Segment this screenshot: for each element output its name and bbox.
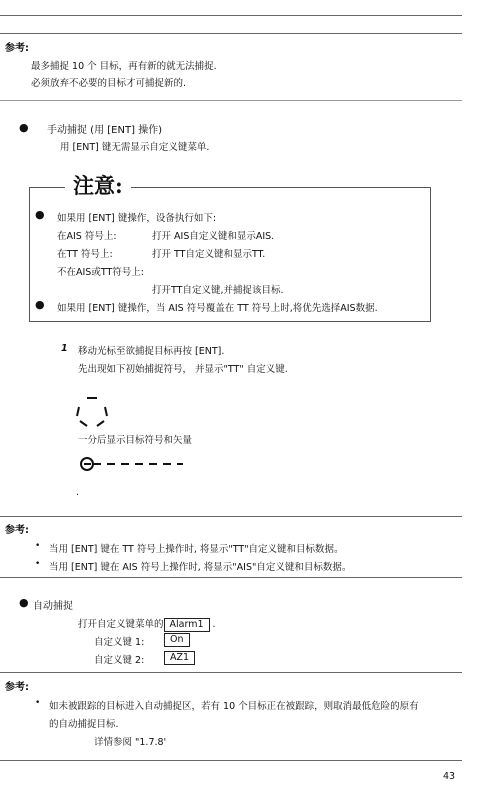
body-text-suffix: . xyxy=(212,619,216,630)
bullet-icon: ● xyxy=(35,298,45,311)
step-text: 先出现如下初始捕捉符号， 并显示"TT" 自定义键. xyxy=(78,364,288,375)
bullet-icon: • xyxy=(35,698,41,708)
section-heading: 手动捕捉 (用 [ENT] 操作) xyxy=(47,125,163,136)
key-label: 自定义键 1: xyxy=(94,637,145,648)
key-value xyxy=(164,633,190,647)
reference-text: 当用 [ENT] 键在 TT 符号上操作时, 将显示"TT"自定义键和目标数据。 xyxy=(49,544,344,555)
stray-dot: . xyxy=(76,487,80,498)
body-text-prefix: 打开自定义键菜单的 xyxy=(78,619,164,630)
notice-label: 在TT 符号上: xyxy=(57,249,113,260)
notice-label: 在AIS 符号上: xyxy=(57,231,117,242)
reference-title: 参考: xyxy=(5,525,29,536)
target-vector-symbol-icon xyxy=(79,455,185,473)
reference-text: 如未被跟踪的目标进入自动捕捉区，若有 10 个目标正在被跟踪，则取消最低危险的原有 xyxy=(49,701,419,712)
alarm1-key-label: Alarm1 xyxy=(164,618,210,632)
reference-text: 的自动捕捉目标. xyxy=(49,719,119,730)
reference-title: 参考: xyxy=(5,682,29,693)
section-rule xyxy=(0,577,462,578)
notice-label: 不在AIS或TT符号上: xyxy=(57,267,144,278)
section-rule xyxy=(0,100,462,101)
reference-text: 详情参阅 "1.7.8' xyxy=(94,737,167,748)
footer-rule xyxy=(0,760,462,761)
notice-text: 如果用 [ENT] 键操作，设备执行如下: xyxy=(57,213,217,224)
reference-text: 必须放弃不必要的目标才可捕捉新的. xyxy=(31,78,187,89)
key-label: 自定义键 2: xyxy=(94,655,145,666)
reference-text: 当用 [ENT] 键在 AIS 符号上操作时, 将显示"AIS"自定义键和目标数据。 xyxy=(49,562,352,573)
bullet-icon: • xyxy=(35,559,41,569)
bullet-icon: ● xyxy=(19,121,29,134)
reference-text: 最多捕捉 10 个 目标，再有新的就无法捕捉. xyxy=(31,61,217,72)
on-key-label: On xyxy=(164,633,190,647)
section-rule xyxy=(0,672,462,673)
caption-text: 一分后显示目标符号和矢量 xyxy=(78,435,193,446)
notice-text: 如果用 [ENT] 键操作，当 AIS 符号覆盖在 TT 符号上时,将优先选择AIS数据. xyxy=(57,303,378,314)
notice-value: 打开 TT自定义键和显示TT. xyxy=(152,249,266,260)
section-heading: 自动捕捉 xyxy=(33,601,73,612)
section-rule xyxy=(0,33,462,34)
body-text xyxy=(78,616,216,632)
reference-title: 参考: xyxy=(5,43,29,54)
notice-value: 打开TT自定义键,并捕捉该目标. xyxy=(152,285,284,296)
page-number: 43 xyxy=(443,771,456,782)
notice-value: 打开 AIS自定义键和显示AIS. xyxy=(152,231,275,242)
az1-key-label: AZ1 xyxy=(164,651,195,665)
section-rule xyxy=(0,516,462,517)
body-text: 用 [ENT] 键无需显示自定义键菜单. xyxy=(60,142,210,153)
header-rule xyxy=(0,15,462,16)
notice-title: 注意: xyxy=(65,170,131,200)
bullet-icon: ● xyxy=(35,208,45,221)
step-number: 1 xyxy=(61,343,68,354)
key-value xyxy=(164,651,195,665)
bullet-icon: • xyxy=(35,541,41,551)
bullet-icon: ● xyxy=(19,596,29,609)
step-text: 移动光标至欲捕捉目标再按 [ENT]. xyxy=(78,346,225,357)
initial-acquisition-symbol-icon xyxy=(75,395,109,429)
